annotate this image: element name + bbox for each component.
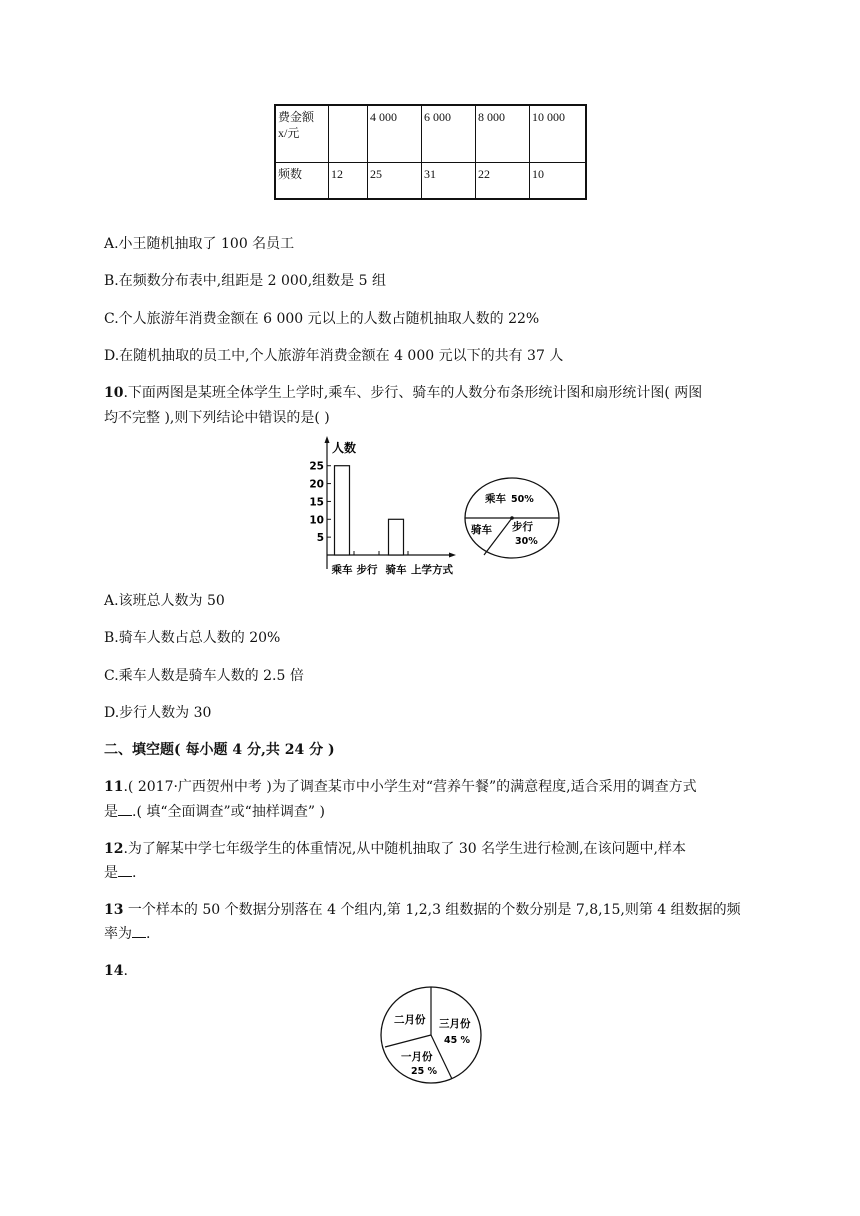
question-11-line1 — [104, 778, 697, 796]
question-12-line2 — [104, 864, 136, 882]
question-text: 是 — [104, 865, 118, 881]
table-cell: 31 — [422, 163, 476, 200]
question-text: . — [132, 865, 137, 881]
x-tick-label: 乘车 — [331, 564, 353, 576]
option-a: A.该班总人数为 50 — [104, 593, 225, 609]
slice-label: 二月份 — [394, 1014, 426, 1026]
y-tick-label: 5 — [316, 532, 324, 545]
y-tick-label: 20 — [309, 478, 324, 491]
table-cell: 8 000 — [476, 105, 530, 163]
slice-label: 三月份 — [439, 1018, 471, 1030]
x-tick-label: 步行 — [356, 564, 378, 576]
question-10-line1 — [104, 384, 702, 402]
y-axis-label: 人数 — [332, 441, 357, 455]
question-text: .下面两图是某班全体学生上学时,乘车、步行、骑车的人数分布条形统计图和扇形统计图( 两图 — [123, 385, 703, 401]
option-c: C.乘车人数是骑车人数的 2.5 倍 — [104, 668, 304, 684]
y-tick-label: 25 — [309, 460, 324, 473]
table-row — [275, 163, 586, 200]
pie-chart-q14 — [378, 985, 484, 1085]
x-tick-label: 骑车 — [385, 564, 407, 576]
table-cell: 10 000 — [530, 105, 587, 163]
question-10-line2: 均不完整 ),则下列结论中错误的是( ) — [104, 410, 330, 426]
section-title: 二、填空题( 每小题 4 分,共 24 分 ) — [104, 742, 335, 758]
question-text: .为了解某中学七年级学生的体重情况,从中随机抽取了 30 名学生进行检测,在该问题中,样本 — [123, 841, 686, 857]
y-axis-arrow — [325, 436, 330, 443]
question-number: 13 — [104, 902, 124, 918]
x-axis-label: 上学方式 — [411, 564, 453, 576]
table-cell: 频数 — [275, 163, 329, 200]
question-number: 12 — [104, 841, 124, 857]
table-cell: 4 000 — [368, 105, 422, 163]
y-tick-label: 10 — [309, 514, 324, 527]
answer-blank[interactable] — [118, 864, 132, 877]
slice-label: 步行 — [512, 521, 533, 533]
table-cell: 6 000 — [422, 105, 476, 163]
question-13-line1 — [104, 901, 741, 919]
table-cell: 25 — [368, 163, 422, 200]
option-d: D.步行人数为 30 — [104, 705, 212, 721]
question-text: . — [146, 926, 151, 942]
y-tick-label: 15 — [309, 496, 324, 509]
slice-label: 骑车 — [471, 524, 492, 536]
slice-percent: 25 % — [411, 1066, 438, 1077]
bar-chart — [300, 432, 470, 580]
option-b: B.骑车人数占总人数的 20% — [104, 630, 281, 646]
table-cell: 10 — [530, 163, 587, 200]
pie-divider — [385, 1035, 431, 1047]
question-text: .( 填“全面调查”或“抽样调查” ) — [132, 804, 325, 820]
option-d: D.在随机抽取的员工中,个人旅游年消费金额在 4 000 元以下的共有 37 人 — [104, 348, 564, 364]
question-number: 14 — [104, 963, 124, 979]
slice-label: 一月份 — [401, 1051, 433, 1063]
bar — [335, 466, 350, 555]
question-12-line1 — [104, 840, 686, 858]
pie-chart-q10 — [462, 476, 564, 562]
table-cell: 22 — [476, 163, 530, 200]
slice-label: 乘车 — [485, 493, 506, 505]
question-text: . — [123, 963, 128, 979]
table-cell — [329, 105, 368, 163]
frequency-table — [274, 104, 587, 200]
question-11-line2 — [104, 803, 325, 821]
option-a: A.小王随机抽取了 100 名员工 — [104, 236, 295, 252]
question-text: 是 — [104, 804, 118, 820]
question-13-line2 — [104, 925, 150, 943]
slice-percent: 50% — [511, 494, 534, 505]
table-cell: 费金额 x/元 — [275, 105, 329, 163]
answer-blank[interactable] — [132, 925, 146, 938]
pie-center — [510, 516, 514, 520]
bar — [389, 519, 404, 555]
option-b: B.在频数分布表中,组距是 2 000,组数是 5 组 — [104, 273, 386, 289]
table-cell: 12 — [329, 163, 368, 200]
question-number: 11 — [104, 779, 124, 795]
question-text: .( 2017·广西贺州中考 )为了调查某市中小学生对“营养午餐”的满意程度,适合采用的调查方式 — [123, 779, 697, 795]
question-text: 率为 — [104, 926, 132, 942]
question-14 — [104, 962, 128, 980]
x-axis-arrow — [449, 553, 456, 558]
question-number: 10 — [104, 385, 124, 401]
option-c: C.个人旅游年消费金额在 6 000 元以上的人数占随机抽取人数的 22% — [104, 311, 540, 327]
question-text: 一个样本的 50 个数据分别落在 4 个组内,第 1,2,3 组数据的个数分别是 7,8,15,则第 4 组数据的频 — [123, 902, 741, 918]
answer-blank[interactable] — [118, 803, 132, 816]
table-row — [275, 105, 586, 163]
slice-percent: 45 % — [444, 1035, 471, 1046]
slice-percent: 30% — [515, 536, 538, 547]
